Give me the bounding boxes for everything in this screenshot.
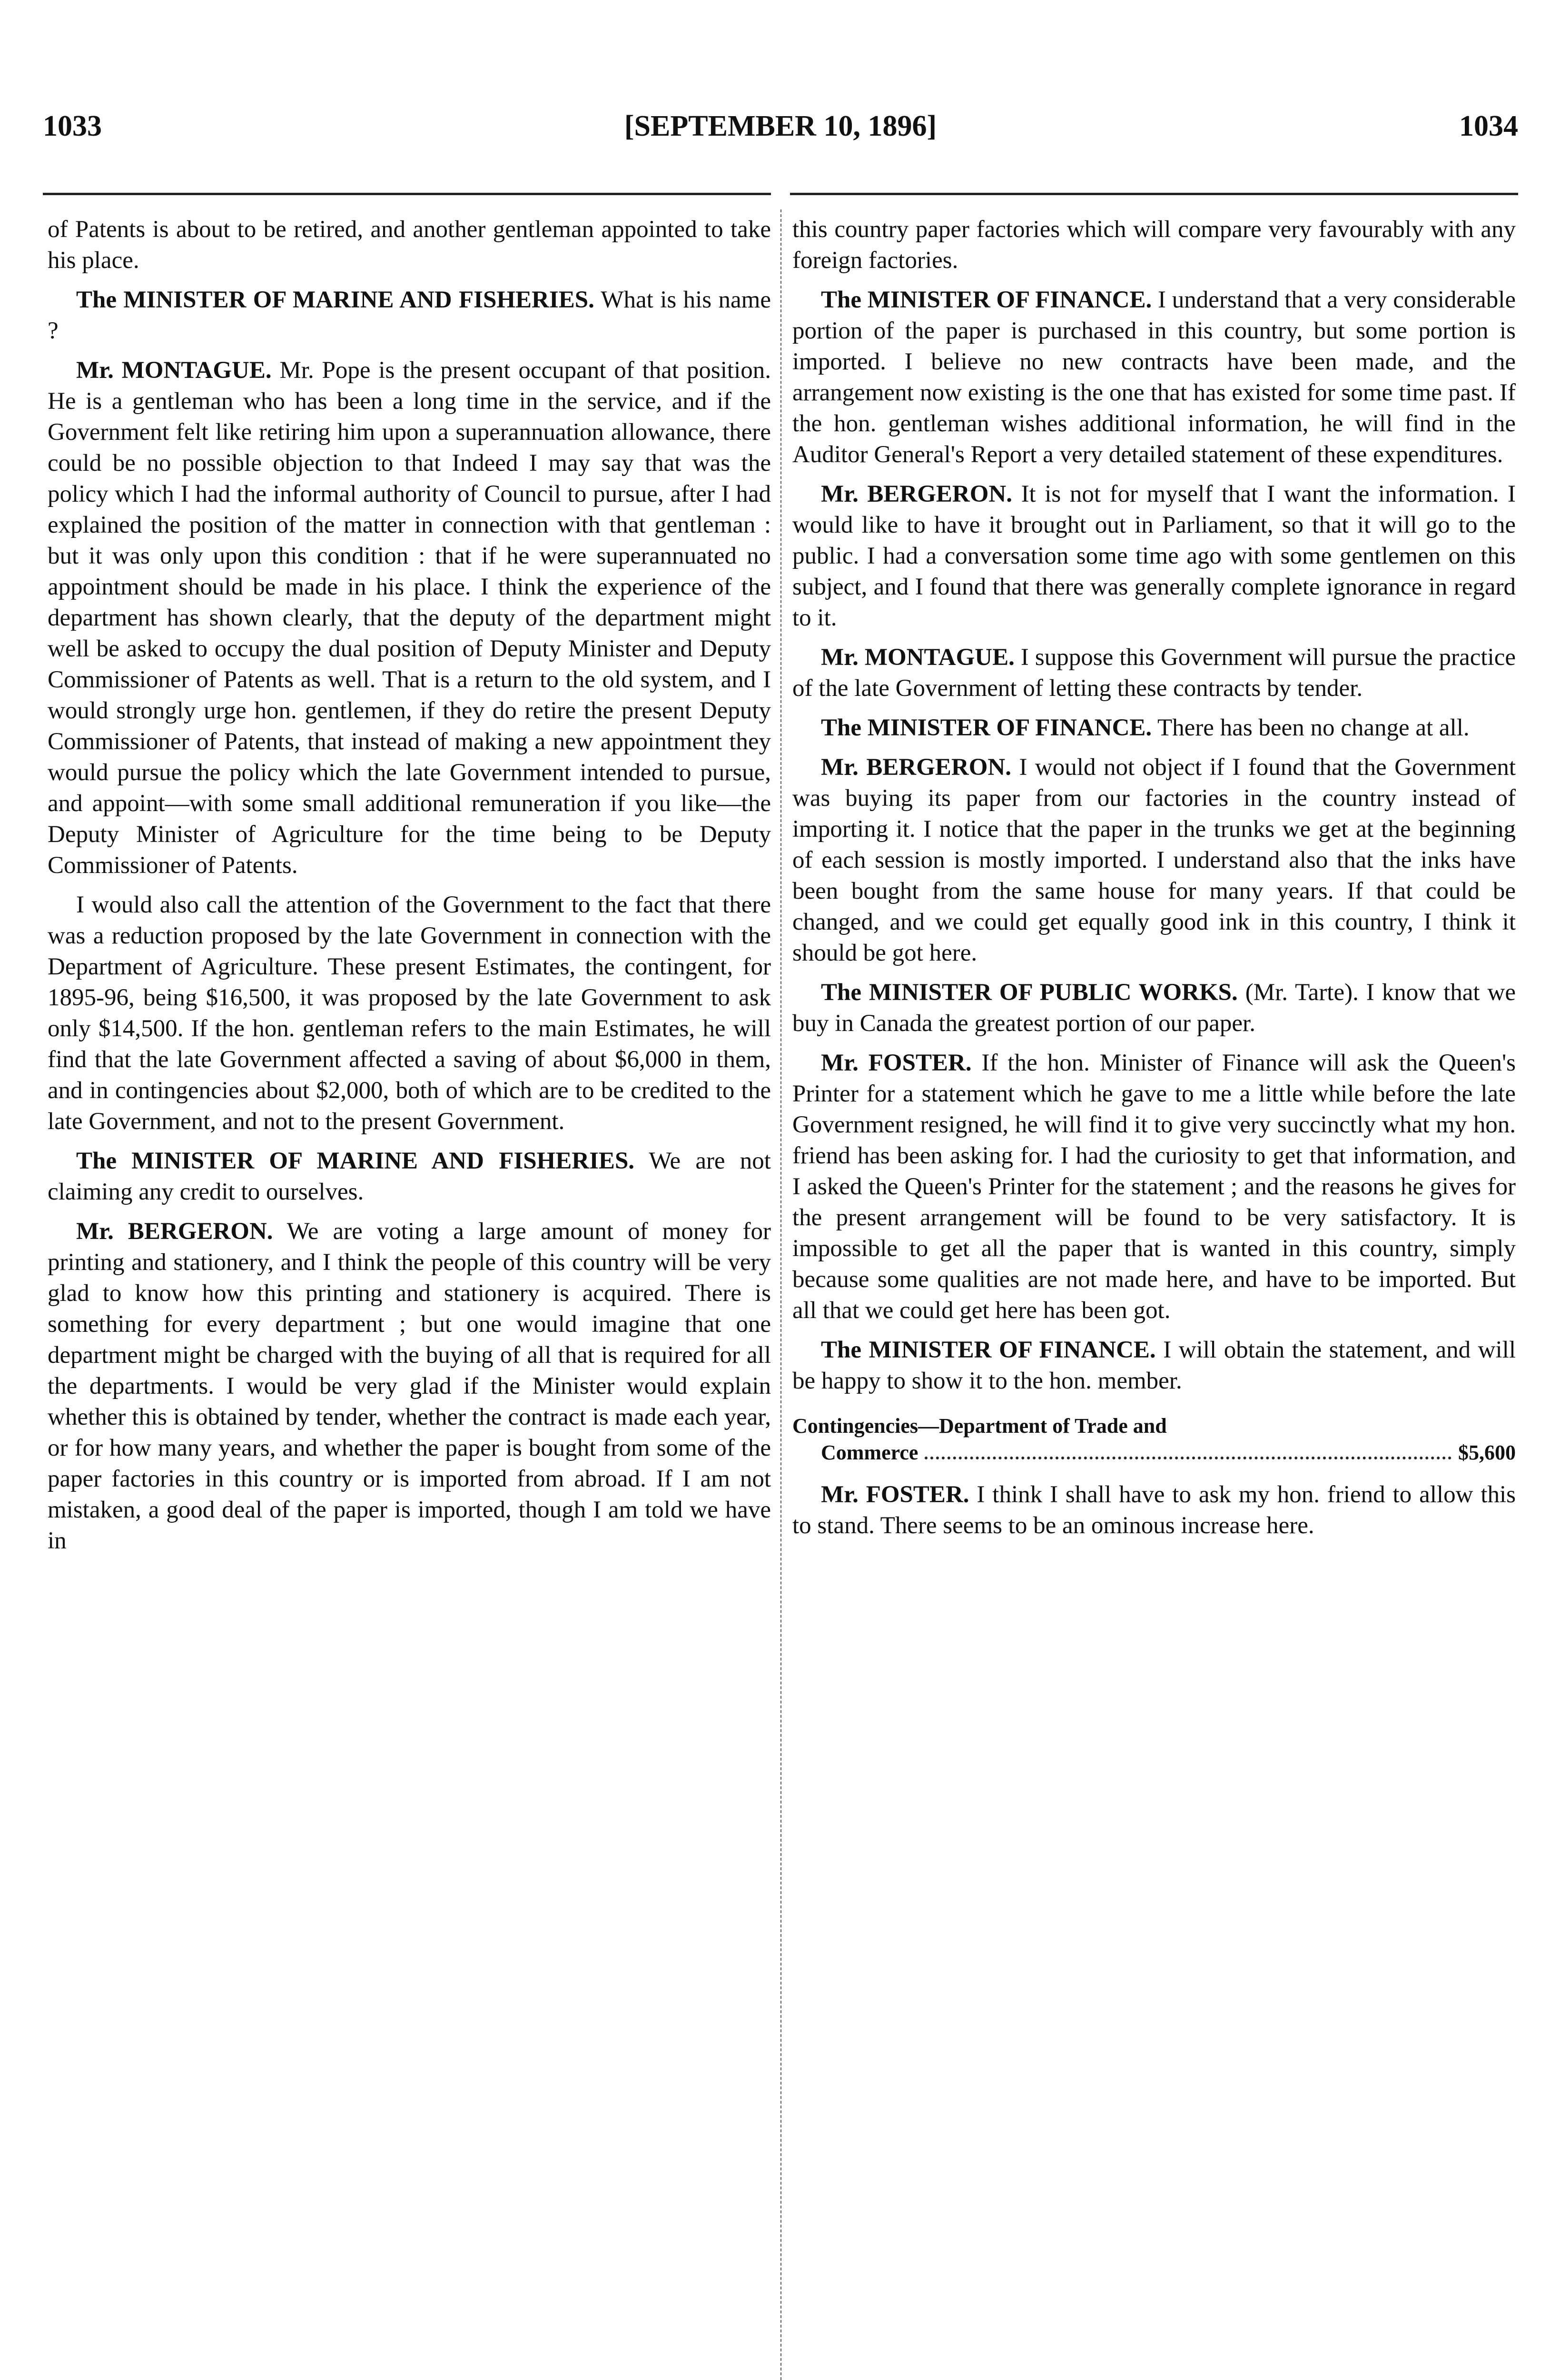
speech-text: I would also call the attention of the Government to the fact that there was a reduction proposed by the late Government in connection with the Department of Agriculture. These present Estimates, the contingent, for 1895-96, being $16,500, it was proposed by the late Government to ask only $14,500. If the hon. gentleman refers to the main Estimates, he will find that the late Government affected a saving of about $6,000 in them, and in contingencies about $2,000, both of which are to be credited to the late Government, and not to the present Government. — [48, 892, 771, 1135]
column-divider — [780, 209, 781, 2380]
dot-leader — [925, 1457, 1451, 1459]
speech-text: I understand that a very considerable portion of the paper is purchased in this country, but some portion is imported. I believe no new contracts have been made, and the arrangement now existing is the one that has existed for some time past. If the hon. gentleman wishes additional information, he will find in the Auditor General's Report a very detailed statement of these expenditures. — [792, 287, 1516, 468]
speaker-name: Mr. FOSTER. — [821, 1481, 969, 1508]
speech-text: (Mr. Tarte). I know that we buy in Canada the greatest portion of our paper. — [792, 979, 1516, 1037]
speaker-name: The MINISTER OF MARINE AND FISHERIES. — [76, 287, 594, 313]
speech-text: I think I shall have to ask my hon. friend to allow this to stand. There seems to be an ominous increase here. — [792, 1481, 1516, 1539]
right-column — [792, 214, 1516, 1550]
speech-text: this country paper factories which will compare very favourably with any foreign factories. — [792, 216, 1516, 274]
header-date: [SEPTEMBER 10, 1896] — [624, 110, 937, 142]
speech-text: What is his name ? — [48, 287, 771, 344]
speaker-name: Mr. FOSTER. — [821, 1050, 972, 1076]
speaker-name: The MINISTER OF MARINE AND FISHERIES. — [76, 1148, 635, 1174]
speaker-name: Mr. MONTAGUE. — [821, 644, 1015, 671]
speech-paragraph — [792, 977, 1516, 1039]
speech-paragraph — [792, 713, 1516, 744]
vote-item-amount: $5,600 — [1458, 1441, 1516, 1464]
speech-text: If the hon. Minister of Finance will ask the Queen's Printer for a statement which he gave to me a little while before the late Government resigned, he will find it to give very succinctly what my hon. friend has been asking for. I had the curiosity to get that information, and I asked the Queen's Printer for the statement ; and the reasons he gives for the present arrangement will be found to be very satisfactory. It is impossible to get all the paper that is wanted in this country, simply because some qualities are not made here, and have to be imported. But all that we could get here has been got. — [792, 1050, 1516, 1324]
speaker-name: The MINISTER OF FINANCE. — [821, 1337, 1156, 1363]
speech-paragraph — [48, 214, 771, 276]
speech-paragraph — [792, 1479, 1516, 1541]
header-rule-right — [790, 193, 1518, 195]
speech-text: of Patents is about to be retired, and another gentleman appointed to take his place. — [48, 216, 771, 274]
speech-paragraph — [792, 642, 1516, 704]
speaker-name: Mr. MONTAGUE. — [76, 357, 272, 384]
header-page-left: 1033 — [43, 110, 102, 142]
speaker-name: Mr. BERGERON. — [76, 1218, 273, 1245]
speech-paragraph — [792, 479, 1516, 634]
speech-text: We are not claiming any credit to ourselves. — [48, 1148, 771, 1205]
speech-paragraph — [792, 1335, 1516, 1397]
vote-item-title-continued: Commerce — [821, 1441, 918, 1464]
speech-paragraph — [792, 752, 1516, 969]
estimate-vote-item — [792, 1413, 1516, 1466]
speech-text: We are voting a large amount of money for printing and stationery, and I think the people of this country will be very glad to know how this printing and stationery is acquired. There is something for every department ; but one would imagine that one department might be charged with the buying of all that is required for all the departments. I would be very glad if the Minister would explain whether this is obtained by tender, whether the contract is made each year, or for how many years, and whether the paper is bought from some of the paper factories in this country or is imported from abroad. If I am not mistaken, a good deal of the paper is imported, though I am told we have in — [48, 1218, 771, 1554]
speaker-name: Mr. BERGERON. — [821, 754, 1011, 781]
speech-paragraph — [48, 1216, 771, 1557]
speech-text: There has been no change at all. — [1157, 714, 1470, 741]
speech-paragraph — [48, 890, 771, 1137]
speaker-name: The MINISTER OF FINANCE. — [821, 714, 1152, 741]
vote-item-title: Contingencies—Department of Trade and — [792, 1414, 1167, 1438]
speech-text: It is not for myself that I want the information. I would like to have it brought out in Parliament, so that it will go to the public. I had a conversation some time ago with some gentlemen on this subject, and I found that there was generally complete ignorance in regard to it. — [792, 481, 1516, 631]
speech-paragraph — [48, 1146, 771, 1208]
speech-text: I suppose this Government will pursue the practice of the late Government of letting these contracts by tender. — [792, 644, 1516, 702]
header-rule-left — [43, 193, 771, 195]
speaker-name: The MINISTER OF FINANCE. — [821, 287, 1152, 313]
speech-paragraph — [792, 285, 1516, 470]
speaker-name: The MINISTER OF PUBLIC WORKS. — [821, 979, 1238, 1006]
speech-paragraph — [792, 1048, 1516, 1326]
speech-text: Mr. Pope is the present occupant of that position. He is a gentleman who has been a long time in the service, and if the Government felt like retiring him upon a superannuation allowance, there could be no possible objection to that Indeed I may say that was the policy which I had the informal authority of Council to pursue, after I had explained the position of the matter in connection with that gentleman : but it was only upon this condition : that if he were superannuated no appointment should be made in his place. I think the experience of the department has shown clearly, that the deputy of the department might well be asked to occupy the dual position of Deputy Minister and Deputy Commissioner of Patents as well. That is a return to the old system, and I would strongly urge hon. gentlemen, if they do retire the present Deputy Commissioner of Patents, that instead of making a new appointment they would pursue the policy which the late Government intended to pursue, and appoint—with some small additional remuneration if you like—the Deputy Minister of Agriculture for the time being to be Deputy Commissioner of Patents. — [48, 357, 771, 879]
speech-paragraph — [48, 285, 771, 347]
speech-text: I would not object if I found that the Government was buying its paper from our factories in the country instead of importing it. I notice that the paper in the trunks we get at the beginning of each session is mostly imported. I understand also that the inks have been bought from the same house for many years. If that could be changed, and we could get equally good ink in this country, I think it should be got here. — [792, 754, 1516, 966]
speech-paragraph — [48, 355, 771, 881]
header-page-right: 1034 — [1459, 110, 1518, 142]
speaker-name: Mr. BERGERON. — [821, 481, 1013, 507]
page-header — [43, 109, 1518, 162]
left-column — [48, 214, 771, 1565]
speech-paragraph — [792, 214, 1516, 276]
speech-text: I will obtain the statement, and will be happy to show it to the hon. member. — [792, 1337, 1516, 1394]
